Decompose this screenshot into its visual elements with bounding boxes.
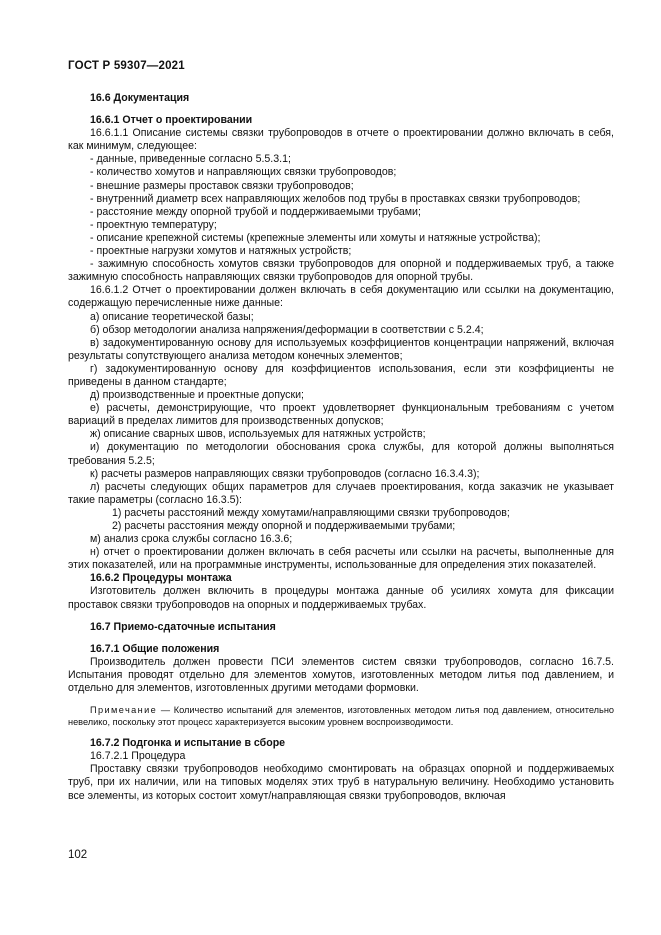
paragraph: 16.6.1.1 Описание системы связки трубопроводов в отчете о проектировании должно включать в себя, как минимум, следующее: bbox=[68, 127, 614, 153]
section-heading: 16.7.2 Подгонка и испытание в сборе bbox=[90, 737, 286, 750]
section-heading: 16.6.2 Процедуры монтажа bbox=[90, 572, 232, 585]
paragraph: в) задокументированную основу для используемых коэффициентов концентрации напряжений, включая результаты сопутствующего анализа методом конечных элементов; bbox=[68, 336, 614, 362]
page-number: 102 bbox=[68, 849, 88, 861]
list-item: а) описание теоретической базы; bbox=[90, 310, 254, 323]
list-item: - проектную температуру; bbox=[90, 218, 217, 231]
section-gap bbox=[68, 728, 614, 737]
paragraph: - зажимную способность хомутов связки трубопроводов для опорной и поддерживаемых труб, а также зажимную способность направляющих связки трубопроводов для опорной трубы. bbox=[68, 258, 614, 284]
section-gap bbox=[68, 695, 614, 704]
list-item: - проектные нагрузки хомутов и натяжных устройств; bbox=[90, 245, 352, 258]
note: Примечание — Количество испытаний для элементов, изготовленных методом литья под давлением, относительно невелико, поскольку этот процесс характеризуется высоким уровнем воспроизводимости. bbox=[68, 705, 614, 728]
paragraph: 16.7.2.1 Процедура bbox=[90, 750, 186, 763]
section-heading: 16.7 Приемо-сдаточные испытания bbox=[90, 620, 276, 633]
paragraph: г) задокументированную основу для коэффициентов использования, если эти коэффициенты не приведены в данном стандарте; bbox=[68, 362, 614, 388]
section-heading: 16.6 Документация bbox=[90, 92, 190, 104]
section-gap bbox=[68, 634, 614, 643]
document-body bbox=[68, 92, 614, 803]
note-label: Примечание bbox=[90, 705, 158, 716]
paragraph: Производитель должен провести ПСИ элементов систем связки трубопроводов, согласно 16.7.5. Испытания проводят отдельно для элементов хомутов, изготовленных методом литья под давлением, и отдельно для элементов, изготовленных другими методами формовки. bbox=[68, 655, 614, 695]
section-heading: 16.7.1 Общие положения bbox=[90, 642, 220, 655]
list-item: - данные, приведенные согласно 5.5.3.1; bbox=[90, 153, 291, 166]
paragraph: - внутренний диаметр всех направляющих желобов под трубы в проставках связки трубопроводов; bbox=[90, 192, 581, 205]
section-heading: 16.6.1 Отчет о проектировании bbox=[90, 114, 253, 127]
list-item: д) производственные и проектные допуски; bbox=[90, 389, 304, 402]
paragraph: е) расчеты, демонстрирующие, что проект удовлетворяет функциональным требованиям с учетом вариаций в пределах лимитов для производственных допусков; bbox=[68, 402, 614, 428]
list-item: к) расчеты размеров направляющих связки трубопроводов (согласно 16.3.4.3); bbox=[90, 467, 480, 480]
list-item: ж) описание сварных швов, используемых для натяжных устройств; bbox=[90, 428, 426, 441]
list-item: - внешние размеры проставок связки трубопроводов; bbox=[90, 179, 354, 192]
paragraph: Изготовитель должен включить в процедуры монтажа данные об усилиях хомута для фиксации проставок связки трубопроводов на опорных и поддерживаемых трубах. bbox=[68, 585, 614, 611]
section-gap bbox=[68, 612, 614, 621]
section-gap bbox=[68, 105, 614, 114]
list-item: б) обзор методологии анализа напряжения/деформации в соответствии с 5.2.4; bbox=[90, 323, 484, 336]
list-item: м) анализ срока службы согласно 16.3.6; bbox=[90, 533, 293, 546]
paragraph: н) отчет о проектировании должен включать в себя расчеты или ссылки на расчеты, выполненные для этих показателей, или на программные инструменты, использованные для определения этих показателей. bbox=[68, 546, 614, 572]
document-header: ГОСТ Р 59307—2021 bbox=[68, 60, 185, 72]
sub-list-item: 1) расчеты расстояний между хомутами/направляющими связки трубопроводов; bbox=[112, 506, 510, 519]
paragraph: 16.6.1.2 Отчет о проектировании должен включать в себя документацию или ссылки на документацию, содержащую перечисленные ниже данные: bbox=[68, 284, 614, 310]
sub-list-item: 2) расчеты расстояния между опорной и поддерживаемыми трубами; bbox=[112, 520, 456, 532]
list-item: - расстояние между опорной трубой и поддерживаемыми трубами; bbox=[90, 205, 421, 218]
paragraph: Проставку связки трубопроводов необходимо смонтировать на образцах опорной и поддерживаемых труб, при их наличии, или на типовых моделях этих труб в натуральную величину. Необходимо установить все элементы, из которых состоит хомут/направляющая связки трубопроводов, включая bbox=[68, 763, 614, 802]
list-item: - описание крепежной системы (крепежные элементы или хомуты и натяжные устройства); bbox=[90, 231, 541, 244]
list-item: - количество хомутов и направляющих связки трубопроводов; bbox=[90, 166, 397, 179]
paragraph: и) документацию по методологии обоснования срока службы, для которой должны выполняться требования 5.2.5; bbox=[68, 441, 614, 467]
paragraph: л) расчеты следующих общих параметров для случаев проектирования, когда заказчик не указывает такие параметры (согласно 16.3.5): bbox=[68, 480, 614, 506]
